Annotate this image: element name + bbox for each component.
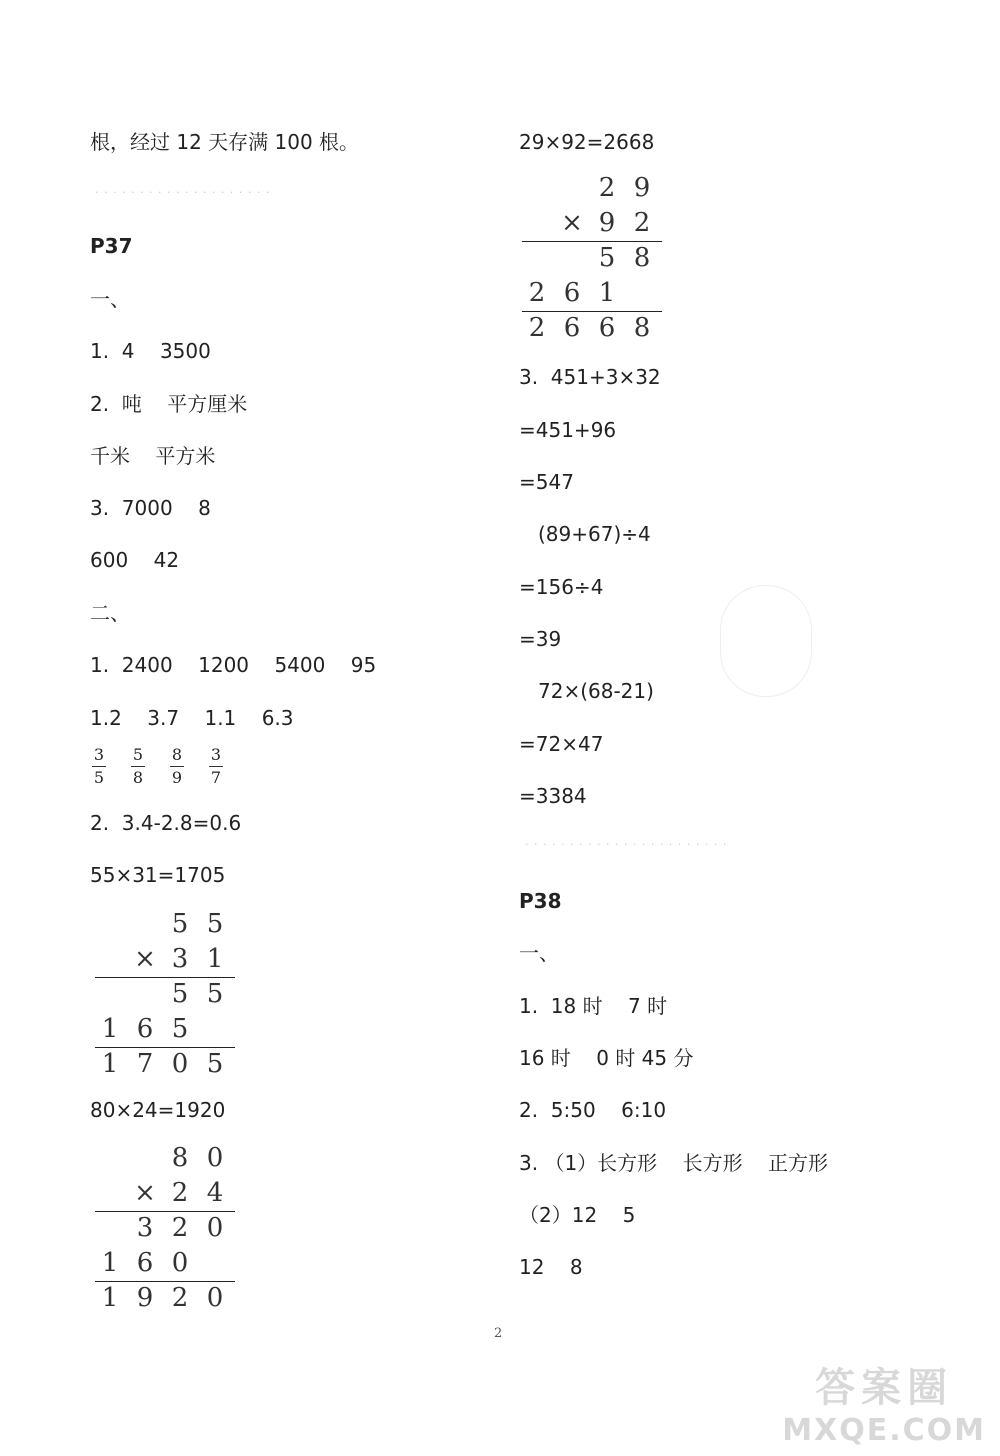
faint-scan-text-right: · · · · · · · · · · · · · · · · · · · · · · · [525, 838, 728, 851]
step-5: =156÷4 [519, 575, 604, 599]
step-9: =3384 [519, 784, 587, 808]
part-one-heading: 一、 [90, 287, 130, 311]
part-two-heading: 二、 [90, 601, 130, 625]
step-3: =547 [519, 470, 574, 494]
p38-answer-3a: 3. （1）长方形 长方形 正方形 [519, 1151, 829, 1175]
fraction-2: 5 8 [132, 745, 144, 787]
page-number: 2 [494, 1326, 503, 1341]
part2-answer-1b: 1.2 3.7 1.1 6.3 [90, 706, 294, 730]
part2-answer-2: 2. 3.4-2.8=0.6 [90, 811, 242, 835]
faint-scan-text: · · · · · · · · · · · · · · · · · · · · [95, 186, 271, 199]
answer-2a: 2. 吨 平方厘米 [90, 392, 248, 416]
step-1: 3. 451+3×32 [519, 365, 661, 389]
section-heading-p37: P37 [90, 234, 133, 258]
p38-answer-1b: 16 时 0 时 45 分 [519, 1046, 694, 1070]
faint-stamp-mark [720, 585, 812, 697]
equation-55x31: 55×31=1705 [90, 863, 226, 887]
answer-3b: 600 42 [90, 548, 180, 572]
p38-answer-3b: （2）12 5 [519, 1203, 636, 1227]
fraction-3: 8 9 [171, 745, 183, 787]
step-6: =39 [519, 627, 562, 651]
step-8: =72×47 [519, 732, 604, 756]
vertical-calc-80x24: 8 0 × 2 4 3 2 0 1 6 0 1 9 2 0 [95, 1141, 235, 1316]
equation-29x92: 29×92=2668 [519, 130, 655, 154]
p38-answer-2: 2. 5:50 6:10 [519, 1098, 667, 1122]
answer-2b: 千米 平方米 [90, 444, 216, 468]
answer-1: 1. 4 3500 [90, 339, 211, 363]
watermark-logo [782, 1356, 986, 1448]
watermark-url: MXQE.COM [782, 1413, 986, 1448]
step-7: 72×(68-21) [538, 679, 654, 703]
section-heading-p38: P38 [519, 889, 562, 913]
vertical-calc-55x31: 5 5 × 3 1 5 5 1 6 5 1 7 0 5 [95, 907, 235, 1082]
step-4: (89+67)÷4 [538, 522, 651, 546]
step-2: =451+96 [519, 418, 617, 442]
watermark-brand: 答案圈 [815, 1365, 954, 1411]
p38-answer-3c: 12 8 [519, 1255, 583, 1279]
intro-line: 根，经过 12 天存满 100 根。 [90, 130, 360, 154]
fraction-1: 3 5 [93, 745, 105, 787]
fraction-4: 3 7 [210, 745, 222, 787]
vertical-calc-29x92: 2 9 × 9 2 5 8 2 6 1 2 6 6 8 [522, 171, 662, 346]
p38-part-one-heading: 一、 [519, 941, 559, 965]
part2-answer-1a: 1. 2400 1200 5400 95 [90, 653, 377, 677]
p38-answer-1a: 1. 18 时 7 时 [519, 994, 668, 1018]
equation-80x24: 80×24=1920 [90, 1098, 226, 1122]
answer-3a: 3. 7000 8 [90, 496, 211, 520]
